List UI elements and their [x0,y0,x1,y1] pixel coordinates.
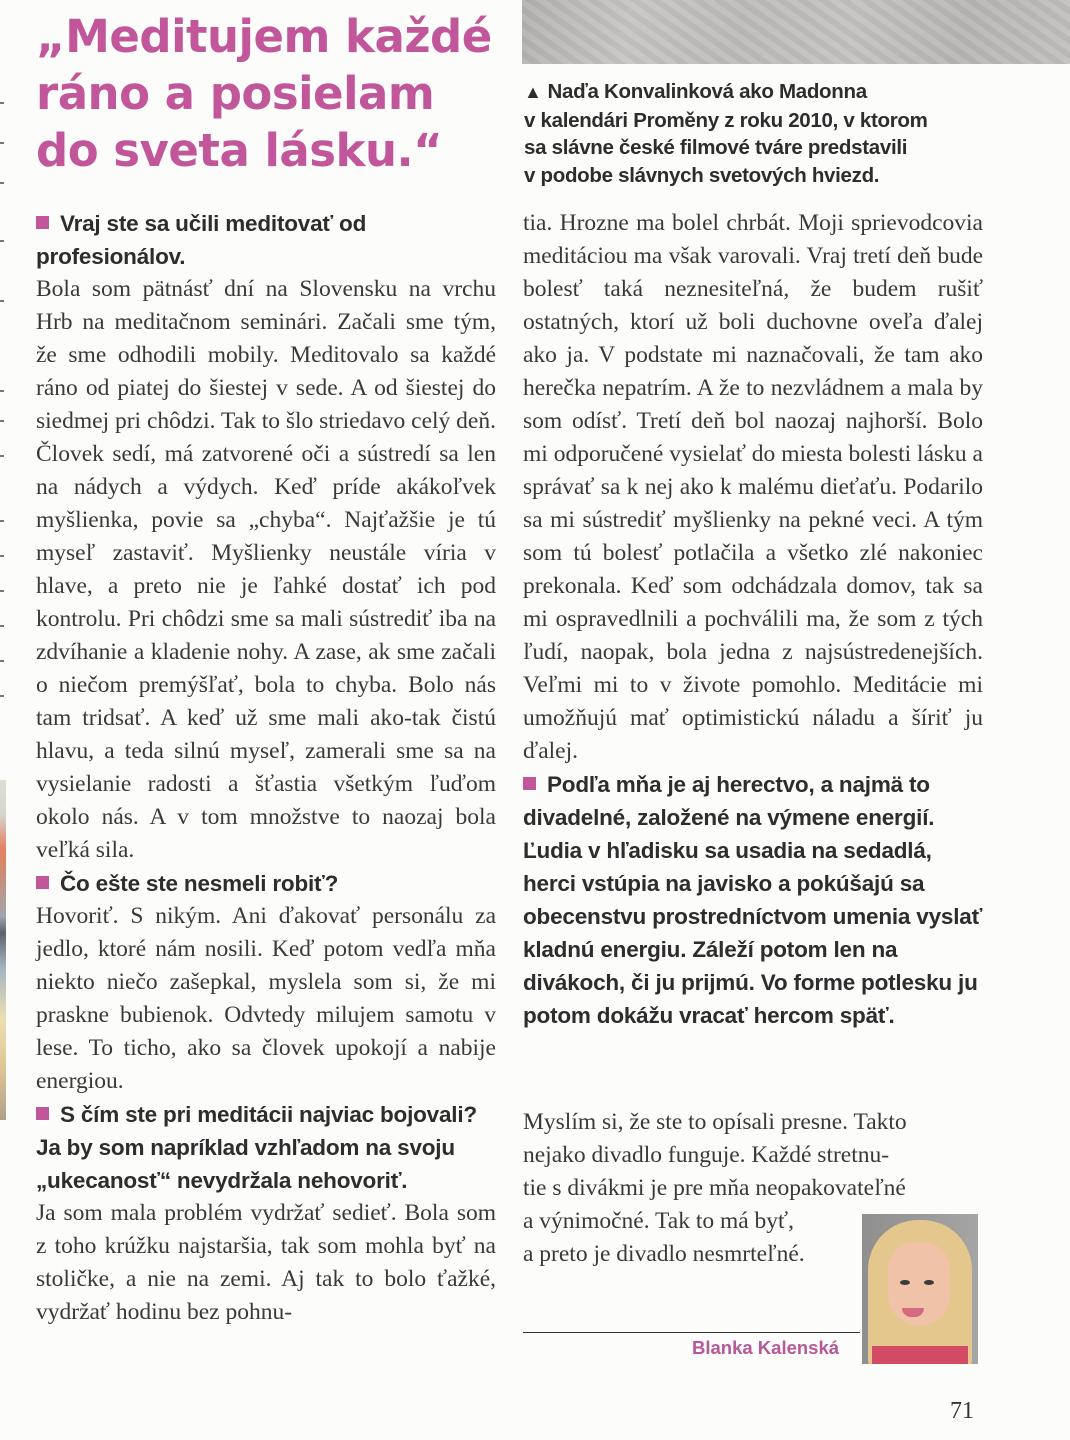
headline-line: ráno a posielam [36,67,435,120]
adjacent-page-edge [0,780,6,1120]
caption-line [524,78,1064,107]
caption-line: sa slávne české filmové tváre predstavili [524,136,908,159]
caption-line: v kalendári Proměny z roku 2010, v ktorom [524,108,928,132]
scan-edge-marks [0,0,8,1440]
signature-divider [523,1332,860,1333]
page-number: 71 [950,1398,974,1424]
article-column-left [36,207,496,1329]
interview-answer-continued: tia. Hrozne ma bolel chrbát. Moji sprievodcovia meditáciou ma však varovali. Vraj tretí deň bude bolesť taká neznesiteľná, že budem rušiť ostatných, ktorí už boli duchovne oveľa ďalej ako ja. V podstate mi naznačovali, že tam ako herečka nepatrím. A že to nezvládnem a mala by som odísť. Tretí deň bol naozaj najhorší. Bolo mi odporučené vysielať do miesta bolesti lásku a správať sa k nej ako k malému dieťaťu. Podarilo sa mi sústrediť myšlienky na pekné veci. A tým som tú bolesť potlačila a všetko zlé nakoniec prekonala. Keď som odchádzala domov, tak sa mi ospravedlnili a pochválili ma, že som z tých ľudí, naopak, bola jedna z najsústredenejších. Veľmi mi to v živote pomohlo. Meditácie mi umožňujú mať optimistickú náladu a šíriť ju ďalej. [523,210,983,764]
answer-line: Myslím si, že ste to opísali presne. Takto [523,1109,907,1135]
question-text: S čím ste pri meditácii najviac bojovali? Ja by som napríklad vzhľadom na svoju „ukecanosť“ nevydržala nehovoriť. [36,1102,477,1193]
answer-line: tie s divákmi je pre mňa neopakovateľné [523,1175,906,1201]
caption-text: Naďa Konvalinková ako Madonna [547,80,867,103]
interview-question [523,768,983,1032]
question-text: Čo ešte ste nesmeli robiť? [60,871,339,896]
question-text: Podľa mňa je aj herectvo, a najmä to divadelné, založené na výmene energií. Ľudia v hľadisku sa usadia na sedadlá, herci vstúpia na javisko a pokúšajú sa obecenstvu prostredníctvom umenia vyslať kladnú energiu. Záleží potom len na divákoch, či ju prijmú. Vo forme potlesku ju potom dokážu vracať hercom späť. [523,772,983,1028]
interview-question [36,867,496,900]
photo-caption [524,78,1064,189]
headline [36,8,506,179]
interview-question [36,207,496,273]
top-photo-fragment [522,0,1070,64]
author-name: Blanka Kalenská [692,1337,840,1358]
question-text: Vraj ste sa učili meditovať od profesionálov. [36,211,367,269]
interview-question [36,1098,496,1197]
answer-line: a výnimočné. Tak to má byť, [523,1208,794,1234]
answer-line: a preto je divadlo nesmrteľné. [523,1241,805,1267]
answer-line: nejako divadlo funguje. Každé stretnu- [523,1142,890,1168]
pink-square-bullet-icon [523,777,536,790]
headline-line: „Meditujem každé [36,10,492,63]
headline-line: do sveta lásku.“ [36,124,443,177]
interview-answer: Hovoriť. S nikým. Ani ďakovať personálu za jedlo, ktoré nám nosili. Keď potom vedľa mňa niekto niečo zašepkal, myslela som si, že mi praskne bubienok. Odvtedy milujem samotu v lese. To ticho, ako sa človek upokojí a nabije energiou. [36,903,496,1094]
author-portrait [862,1214,978,1364]
article-column-right [523,207,983,1032]
pink-square-bullet-icon [36,216,49,229]
pink-square-bullet-icon [36,876,49,889]
pink-square-bullet-icon [36,1107,49,1120]
interview-answer: Ja som mala problém vydržať sedieť. Bola som z toho krúžku najstaršia, tak som mohla byť na stoličke, a nie na zemi. Aj tak to bolo ťažké, vydržať hodinu bez pohnu- [36,1200,496,1325]
caption-line: v podobe slávnych svetových hviezd. [524,163,880,187]
interview-answer: Bola som pätnásť dní na Slovensku na vrchu Hrb na meditačnom seminári. Začali sme tým, že sme odhodili mobily. Meditovalo sa každé ráno od piatej do šiestej v sede. A od šiestej do siedmej pri chôdzi. Tak to šlo striedavo celý deň. Človek sedí, má zatvorené oči a sústredí sa len na nádych a výdych. Keď príde akákoľvek myšlienka, povie sa „chyba“. Najťažšie je tú myseľ zastaviť. Myšlienky neustále víria v hlave, a preto nie je ľahké dostať ich pod kontrolu. Pri chôdzi sme sa mali sústrediť iba na zdvíhanie a kladenie nohy. A zase, ak sme začali o niečom premýšľať, bola to chyba. Bolo nás tam tridsať. A keď už sme mali ako-tak čistú hlavu, a teda silnú myseľ, zamerali sme sa na vysielanie radosti a šťastia všetkým ľuďom okolo nás. A v tom množstve to naozaj bola veľká sila. [36,276,496,863]
triangle-up-icon: ▲ [524,82,542,102]
